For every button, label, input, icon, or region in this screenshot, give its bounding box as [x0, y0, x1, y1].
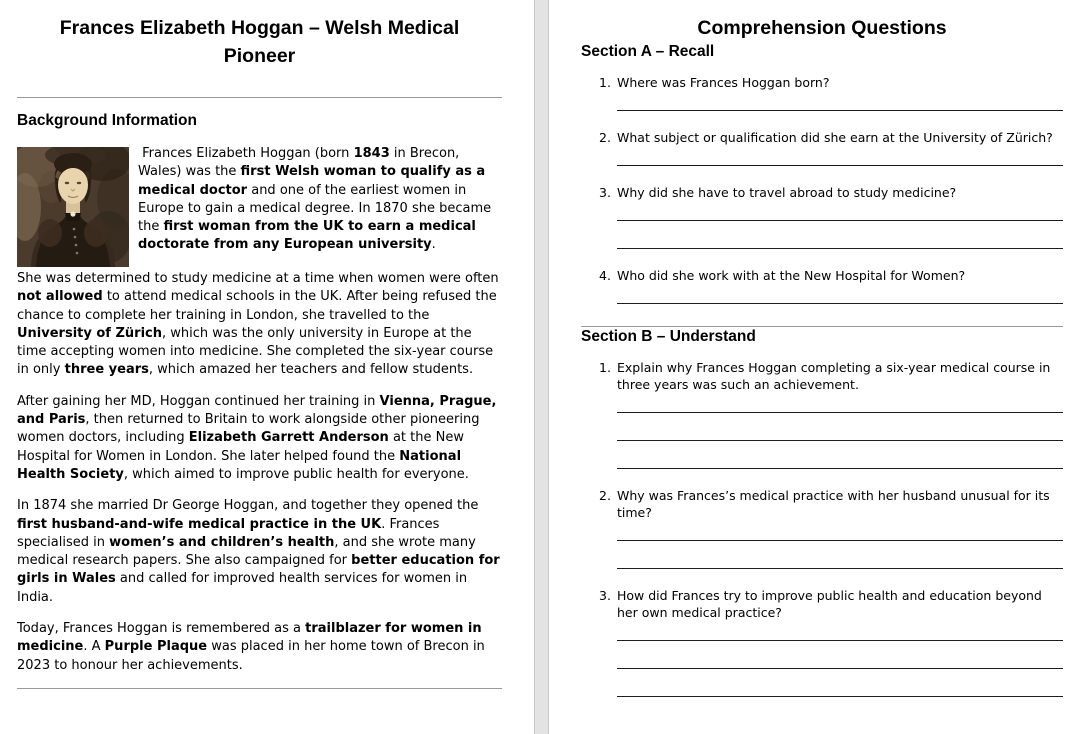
answer-line[interactable] — [617, 421, 1063, 441]
question-number: 2. — [599, 488, 611, 503]
paragraph-3: After gaining her MD, Hoggan continued her training in Vienna, Prague, and Paris, then returned to Britain to work alongside other pioneering women doctors, including Elizabeth Garrett Anderson at the New Hospital for Women in London. She later helped found the National Health Society, which aimed to improve public health for everyone. — [17, 393, 497, 482]
questions-title: Comprehension Questions — [697, 17, 947, 39]
question-a2 — [581, 129, 1063, 166]
page-divider-gap — [534, 0, 549, 734]
page-right — [549, 0, 1075, 734]
question-number: 2. — [599, 130, 611, 145]
answer-line[interactable] — [617, 677, 1063, 697]
title-divider — [17, 97, 502, 98]
answer-line[interactable] — [617, 549, 1063, 569]
question-text: What subject or qualification did she earn at the University of Zürich? — [617, 130, 1053, 145]
portrait-photo-image — [17, 147, 129, 267]
question-text: Explain why Frances Hoggan completing a six-year medical course in three years was such an achievement. — [617, 360, 1051, 392]
page-title: Frances Elizabeth Hoggan – Welsh Medical Pioneer — [59, 17, 460, 67]
question-a1 — [581, 74, 1063, 111]
section-b-heading: Section B – Understand — [581, 328, 756, 345]
article-bottom-divider — [17, 688, 502, 689]
question-b2 — [581, 487, 1063, 569]
question-a4 — [581, 267, 1063, 304]
background-heading: Background Information — [17, 112, 197, 129]
question-number: 3. — [599, 185, 611, 200]
paragraph-2: She was determined to study medicine at a time when women were often not allowed to attend medical schools in the UK. After being refused the chance to complete her training in London, she travelled to the University of Zürich, which was the only university in Europe at the time accepting women into medicine. She completed the six-year course in only three years, which amazed her teachers and fellow students. — [17, 271, 499, 378]
answer-line[interactable] — [617, 146, 1063, 166]
answer-line[interactable] — [617, 201, 1063, 221]
answer-line[interactable] — [617, 91, 1063, 111]
question-number: 1. — [599, 360, 611, 375]
article-body — [17, 145, 502, 675]
paragraph-4: In 1874 she married Dr George Hoggan, and together they opened the first husband-and-wife medical practice in the UK. Frances specialised in women’s and children’s health, and she wrote many medical research papers. She also campaigned for better education for girls in Wales and called for improved health services for women in India. — [17, 498, 500, 605]
question-text: Who did she work with at the New Hospital for Women? — [617, 268, 966, 283]
question-number: 1. — [599, 75, 611, 90]
answer-line[interactable] — [617, 521, 1063, 541]
answer-line[interactable] — [617, 649, 1063, 669]
question-a3 — [581, 184, 1063, 249]
question-text: Why was Frances’s medical practice with her husband unusual for its time? — [617, 488, 1050, 520]
question-b3 — [581, 587, 1063, 697]
portrait-photo — [17, 147, 129, 267]
question-text: Where was Frances Hoggan born? — [617, 75, 830, 90]
section-a-heading: Section A – Recall — [581, 43, 715, 60]
page-left — [0, 0, 534, 734]
question-number: 4. — [599, 268, 611, 283]
section-b-questions — [581, 359, 1063, 697]
section-a-questions — [581, 74, 1063, 304]
paragraph-1: Frances Elizabeth Hoggan (born 1843 in Brecon, Wales) was the first Welsh woman to qualify as a medical doctor and one of the earliest women in Europe to gain a medical degree. In 1870 she became the first woman from the UK to earn a medical doctorate from any European university. — [138, 146, 492, 253]
answer-line[interactable] — [617, 621, 1063, 641]
answer-line[interactable] — [617, 229, 1063, 249]
question-b1 — [581, 359, 1063, 469]
answer-line[interactable] — [617, 393, 1063, 413]
answer-line[interactable] — [617, 449, 1063, 469]
answer-line[interactable] — [617, 284, 1063, 304]
question-number: 3. — [599, 588, 611, 603]
question-text: Why did she have to travel abroad to study medicine? — [617, 185, 957, 200]
paragraph-5: Today, Frances Hoggan is remembered as a trailblazer for women in medicine. A Purple Plaque was placed in her home town of Brecon in 2023 to honour her achievements. — [17, 621, 485, 673]
question-text: How did Frances try to improve public health and education beyond her own medical practice? — [617, 588, 1042, 620]
